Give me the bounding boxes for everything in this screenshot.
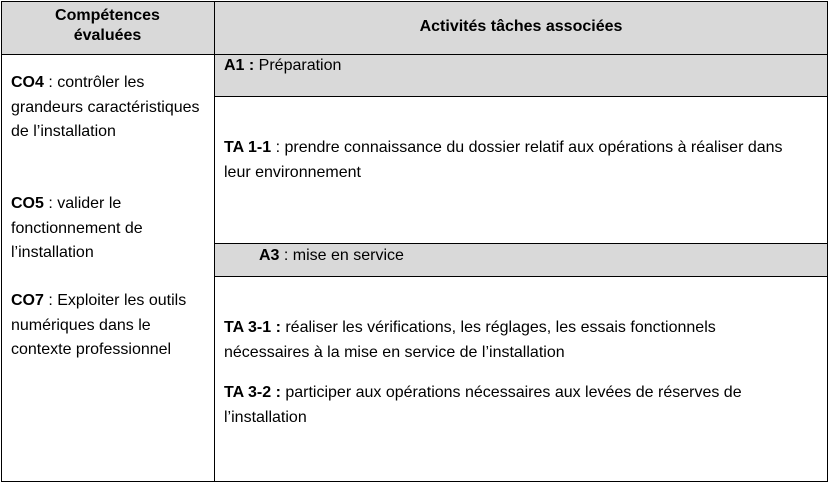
- task-ta11: [224, 136, 784, 185]
- column-divider: [214, 1, 215, 482]
- table-border-bottom: [1, 481, 828, 482]
- activity-code: A1 :: [224, 57, 255, 74]
- competence-text: : valider le fonctionnement de l’installation: [11, 195, 143, 261]
- task-text: réaliser les vérifications, les réglages, les essais fonctionnels nécessaires à la mise en service de l’installation: [224, 319, 716, 361]
- competence-text: : contrôler les grandeurs caractéristiques de l’installation: [11, 74, 200, 140]
- activity-code: A3: [259, 247, 280, 264]
- table-border-left: [1, 1, 2, 482]
- activity-a1: [224, 54, 814, 79]
- table-border-top: [1, 1, 828, 2]
- competence-code: CO7: [11, 292, 44, 309]
- activity-text: Préparation: [254, 57, 342, 74]
- a1-divider: [214, 96, 828, 97]
- task-text: participer aux opérations nécessaires aux levées de réserves de l’installation: [224, 384, 742, 426]
- task-code: TA 3-1 :: [224, 319, 281, 336]
- table-border-right: [827, 1, 828, 482]
- header-activites: Activités tâches associées: [419, 18, 623, 35]
- competence-code: CO4: [11, 74, 44, 91]
- task-code: TA 3-2 :: [224, 384, 281, 401]
- competence-co4: [11, 71, 206, 145]
- task-code: TA 1-1: [224, 139, 272, 156]
- header-competences: Compétences évaluées: [55, 7, 160, 44]
- competence-code: CO5: [11, 195, 44, 212]
- task-text: : prendre connaissance du dossier relatif aux opérations à réaliser dans leur environnement: [224, 139, 783, 181]
- task-ta32: [224, 381, 809, 430]
- a3-divider-bottom: [214, 276, 828, 277]
- activity-text: : mise en service: [279, 247, 404, 264]
- competence-co5: [11, 192, 196, 266]
- task-ta31: [224, 316, 804, 365]
- activity-a3: [259, 244, 809, 269]
- competence-text: : Exploiter les outils numériques dans le contexte professionnel: [11, 292, 187, 358]
- competence-co7: [11, 289, 211, 363]
